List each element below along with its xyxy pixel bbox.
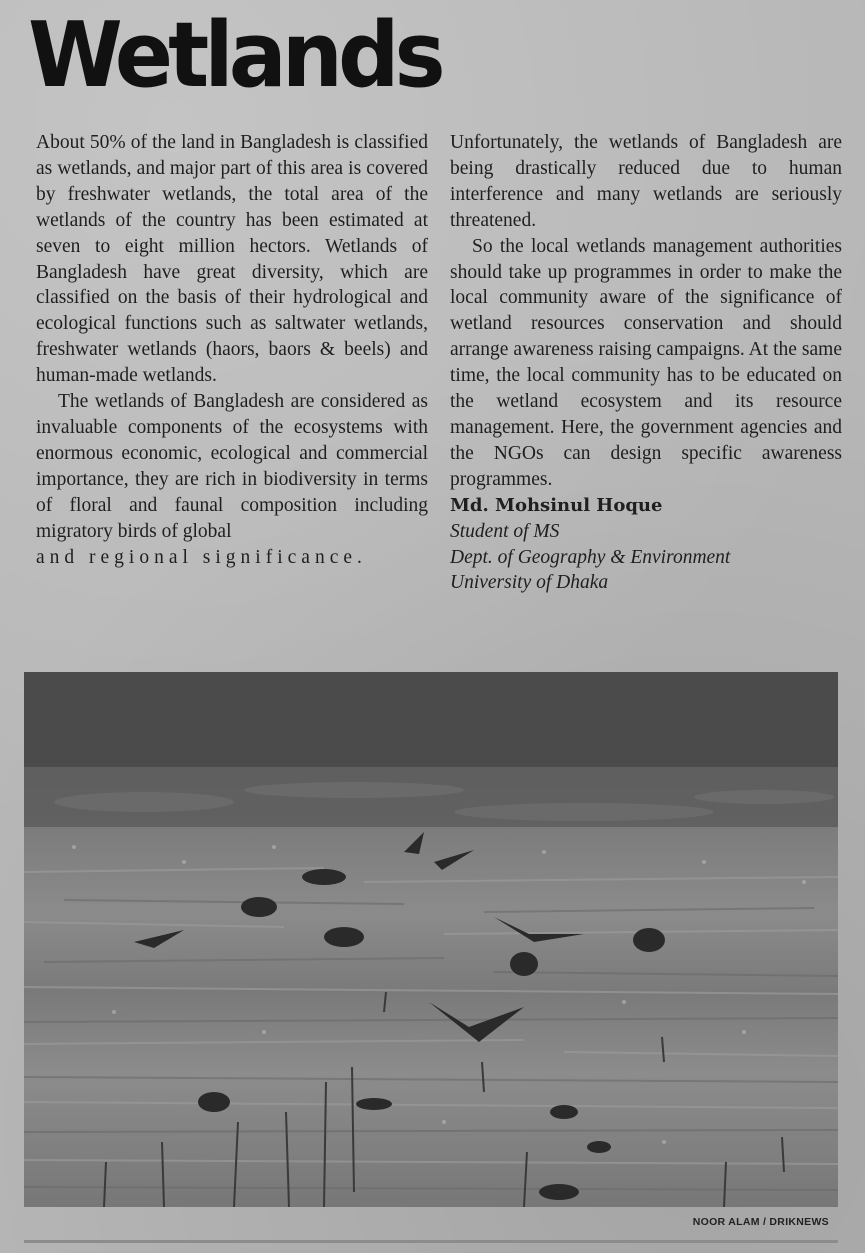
bottom-rule xyxy=(24,1240,838,1243)
photo-credit: NOOR ALAM / DRIKNEWS xyxy=(692,1216,829,1228)
article-paragraph-2-last-line: and regional significance. xyxy=(36,546,367,568)
author-department: Dept. of Geography & Environment xyxy=(450,546,731,568)
author-name: Md. Mohsinul Hoque xyxy=(450,494,663,516)
article-paragraph-1: About 50% of the land in Bangladesh is classified as wetlands, and major part of this area is covered by freshwater wetlands, the total area of the wetlands of the country has been estimated at seven to eight million hectors. Wetlands of Bangladesh have great diversity, which are classified on the basis of their hydrological and ecological functions such as saltwater wetlands, freshwater wetlands (haors, baors & beels) and human-made wetlands. xyxy=(36,132,428,387)
author-signature xyxy=(450,493,842,597)
headline: Wetlands xyxy=(28,2,441,108)
article-paragraph-4: So the local wetlands management authorities should take up programmes in order to make the local community aware of the significance of wetland resources conservation and should arrange awareness raising campaigns. At the same time, the local community has to be educated on the wetland ecosystem and its resource management. Here, the government agencies and the NGOs can design specific awareness programmes. xyxy=(450,235,842,490)
article-left-column xyxy=(36,130,428,570)
photo-illustration xyxy=(24,672,838,1207)
article-right-column xyxy=(450,130,842,596)
author-role: Student of MS xyxy=(450,520,560,542)
author-university: University of Dhaka xyxy=(450,572,609,594)
article-paragraph-2 xyxy=(36,389,428,570)
article-paragraph-2-text: The wetlands of Bangladesh are considered as invaluable components of the ecosystems with enormous economic, ecological and commercial importance, they are rich in biodiversity in terms of floral and faunal composition including migratory birds of global xyxy=(36,391,428,542)
wetland-birds-photo xyxy=(24,672,838,1207)
article-paragraph-3: Unfortunately, the wetlands of Bangladesh are being drastically reduced due to human interference and many wetlands are seriously threatened. xyxy=(450,132,842,231)
